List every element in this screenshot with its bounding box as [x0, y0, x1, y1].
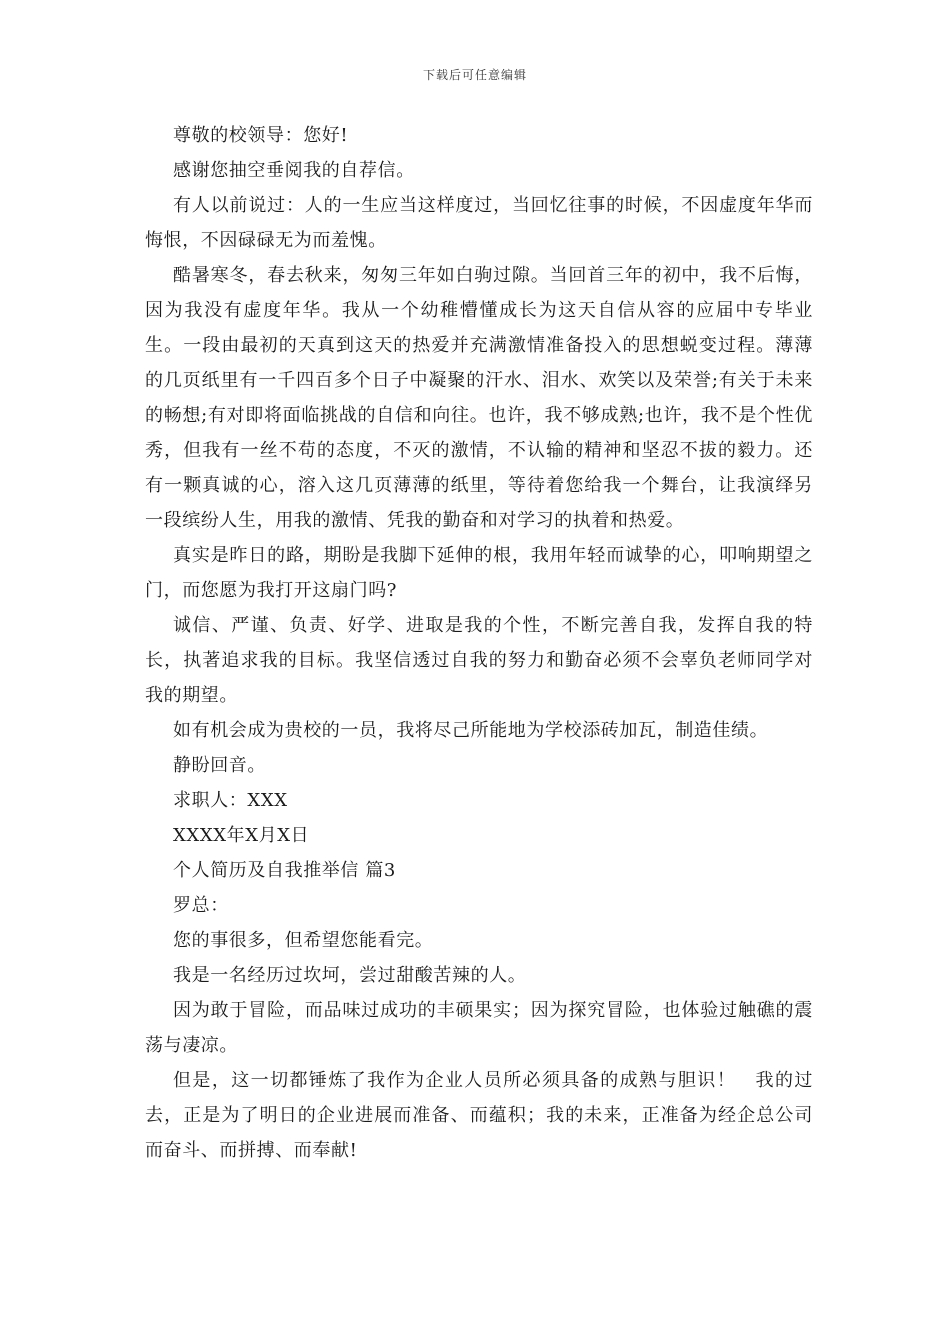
- paragraph-experience: 我是一名经历过坎坷，尝过甜酸苦辣的人。: [173, 965, 527, 986]
- paragraph-hope: 真实是昨日的路，期盼是我脚下延伸的根，我用年轻而诚挚的心，叩响期望之门，而您愿为我打开这扇门吗?: [145, 545, 813, 601]
- paragraph-busy: 您的事很多，但希望您能看完。: [173, 930, 434, 951]
- paragraph-addressee: 罗总：: [173, 895, 229, 916]
- section-title: 个人简历及自我推举信 篇3: [173, 860, 396, 881]
- paragraph-risk: 因为敢于冒险，而品味过成功的丰硕果实；因为探究冒险，也体验过触礁的震荡与凄凉。: [145, 1000, 813, 1056]
- paragraph-future: 但是，这一切都锤炼了我作为企业人员所必须具备的成熟与胆识！ 我的过去，正是为了明日的企业进展而准备、而蕴积；我的未来，正准备为经企总公司而奋斗、而拼搏、而奉献!: [145, 1070, 813, 1161]
- paragraph-applicant: 求职人：XXX: [173, 790, 288, 811]
- paragraph-date: XXXX年X月X日: [173, 825, 310, 846]
- paragraph-personality: 诚信、严谨、负责、好学、进取是我的个性，不断完善自我，发挥自我的特长，执著追求我的目标。我坚信透过自我的努力和勤奋必须不会辜负老师同学对我的期望。: [145, 615, 813, 706]
- document-body: [145, 118, 813, 1168]
- paragraph-opportunity: 如有机会成为贵校的一员，我将尽己所能地为学校添砖加瓦，制造佳绩。: [173, 720, 769, 741]
- paragraph-quote: 有人以前说过：人的一生应当这样度过，当回忆往事的时候，不因虚度年华而悔恨，不因碌碌无为而羞愧。: [145, 195, 813, 251]
- paragraph-three-years: 酷暑寒冬，春去秋来，匆匆三年如白驹过隙。当回首三年的初中，我不后悔，因为我没有虚度年华。我从一个幼稚懵懂成长为这天自信从容的应届中专毕业生。一段由最初的天真到这天的热爱并充满激情准备投入的思想蜕变过程。薄薄的几页纸里有一千四百多个日子中凝聚的汗水、泪水、欢笑以及荣誉;有关于未来的畅想;有对即将面临挑战的自信和向往。也许，我不够成熟;也许，我不是个性优秀，但我有一丝不苟的态度，不灭的激情，不认输的精神和坚忍不拔的毅力。还有一颗真诚的心，溶入这几页薄薄的纸里，等待着您给我一个舞台，让我演绎另一段缤纷人生，用我的激情、凭我的勤奋和对学习的执着和热爱。: [145, 265, 813, 531]
- page-header: 下载后可任意编辑: [422, 68, 527, 82]
- paragraph-salutation: 尊敬的校领导：您好!: [173, 125, 349, 146]
- paragraph-await-reply: 静盼回音。: [173, 755, 266, 776]
- paragraph-thanks: 感谢您抽空垂阅我的自荐信。: [173, 160, 415, 181]
